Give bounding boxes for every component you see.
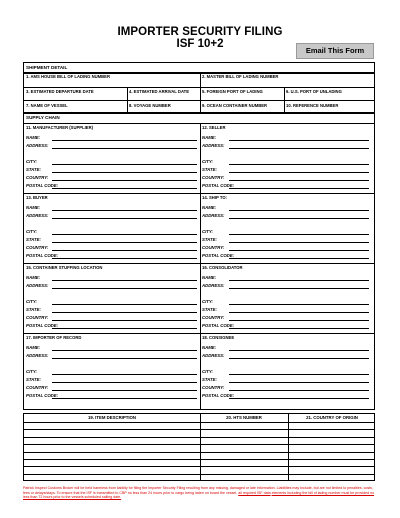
disclaimer-highlight: all required ISF data — [238, 490, 271, 495]
label-name: NAME: — [26, 275, 41, 280]
header-hts-number: 20. HTS NUMBER — [226, 415, 262, 420]
input-consolidator-city[interactable] — [229, 304, 369, 305]
input-consignee-state[interactable] — [229, 382, 369, 383]
input-importer-of-record-name[interactable] — [52, 350, 197, 351]
label-country: COUNTRY: — [202, 175, 225, 180]
party-consolidator: 16. CONSOLIDATOR — [202, 265, 243, 270]
input-consolidator-name[interactable] — [229, 280, 369, 281]
label-postal: POSTAL CODE: — [202, 253, 235, 258]
divider — [24, 263, 374, 264]
input-consignee-address[interactable] — [229, 358, 369, 359]
input-consolidator-state[interactable] — [229, 312, 369, 313]
input-seller-address[interactable] — [229, 148, 369, 149]
input-ship-to-city[interactable] — [229, 234, 369, 235]
input-buyer-name[interactable] — [52, 210, 197, 211]
label-city: CITY: — [202, 229, 213, 234]
party-stuffing-location: 15. CONTAINER STUFFING LOCATION — [26, 265, 103, 270]
divider — [288, 414, 289, 481]
label-name: NAME: — [26, 205, 41, 210]
label-address: ADDRESS: — [202, 353, 225, 358]
input-buyer-address[interactable] — [52, 218, 197, 219]
label-city: CITY: — [202, 369, 213, 374]
section-shipment-detail: SHIPMENT DETAIL — [26, 65, 68, 70]
input-importer-of-record-state[interactable] — [52, 382, 197, 383]
label-name: NAME: — [202, 275, 217, 280]
table-row-line — [24, 466, 374, 467]
input-stuffing-location-postal[interactable] — [52, 328, 197, 329]
input-consignee-name[interactable] — [229, 350, 369, 351]
label-country: COUNTRY: — [202, 315, 225, 320]
input-seller-country[interactable] — [229, 180, 369, 181]
divider — [24, 100, 374, 101]
label-postal: POSTAL CODE: — [202, 323, 235, 328]
party-ship-to: 14. SHIP TO: — [202, 195, 227, 200]
label-postal: POSTAL CODE: — [26, 323, 59, 328]
party-importer-of-record: 17. IMPORTER OF RECORD — [26, 335, 82, 340]
table-row-line — [24, 437, 374, 438]
disclaimer-line-3: elements including the bill of lading number must be provided no less than 72 hours prior to the vessels scheduled sailing date. — [23, 490, 375, 500]
field-us-port-unlading[interactable]: 6. U.S. PORT OF UNLADING — [286, 89, 342, 94]
input-ship-to-postal[interactable] — [229, 258, 369, 259]
isf-form — [23, 62, 375, 410]
divider — [200, 73, 201, 87]
divider — [24, 87, 374, 88]
field-vessel-name[interactable]: 7. NAME OF VESSEL — [26, 103, 68, 108]
divider — [24, 193, 374, 194]
input-importer-of-record-city[interactable] — [52, 374, 197, 375]
input-manufacturer-address[interactable] — [52, 148, 197, 149]
input-importer-of-record-country[interactable] — [52, 390, 197, 391]
divider — [24, 123, 374, 124]
liability-disclaimer — [23, 486, 375, 500]
table-row-line — [24, 444, 374, 445]
label-address: ADDRESS: — [26, 283, 49, 288]
label-state: STATE: — [26, 307, 41, 312]
input-consignee-postal[interactable] — [229, 398, 369, 399]
label-address: ADDRESS: — [202, 143, 225, 148]
input-ship-to-address[interactable] — [229, 218, 369, 219]
table-row-line — [24, 474, 374, 475]
label-state: STATE: — [202, 237, 217, 242]
input-buyer-state[interactable] — [52, 242, 197, 243]
label-name: NAME: — [26, 135, 41, 140]
header-item-description: 19. ITEM DESCRIPTION — [88, 415, 136, 420]
input-ship-to-state[interactable] — [229, 242, 369, 243]
label-address: ADDRESS: — [26, 143, 49, 148]
input-seller-state[interactable] — [229, 172, 369, 173]
label-postal: POSTAL CODE: — [26, 393, 59, 398]
input-manufacturer-postal[interactable] — [52, 188, 197, 189]
input-stuffing-location-state[interactable] — [52, 312, 197, 313]
label-address: ADDRESS: — [26, 213, 49, 218]
input-ship-to-name[interactable] — [229, 210, 369, 211]
label-city: CITY: — [26, 299, 37, 304]
input-buyer-postal[interactable] — [52, 258, 197, 259]
table-row-line — [24, 452, 374, 453]
field-voyage-number[interactable]: 8. VOYAGE NUMBER — [129, 103, 171, 108]
form-title: IMPORTER SECURITY FILING — [117, 26, 283, 38]
input-seller-name[interactable] — [229, 140, 369, 141]
label-country: COUNTRY: — [26, 245, 49, 250]
label-address: ADDRESS: — [202, 283, 225, 288]
divider — [200, 123, 201, 410]
items-table — [23, 413, 375, 481]
party-buyer: 13. BUYER — [26, 195, 48, 200]
input-buyer-country[interactable] — [52, 250, 197, 251]
input-manufacturer-state[interactable] — [52, 172, 197, 173]
input-importer-of-record-postal[interactable] — [52, 398, 197, 399]
label-address: ADDRESS: — [26, 353, 49, 358]
label-name: NAME: — [26, 345, 41, 350]
divider — [200, 414, 201, 481]
input-manufacturer-name[interactable] — [52, 140, 197, 141]
field-est-arrival-date[interactable]: 4. ESTIMATED ARRIVAL DATE — [129, 89, 190, 94]
label-country: COUNTRY: — [202, 245, 225, 250]
label-address: ADDRESS: — [202, 213, 225, 218]
label-name: NAME: — [202, 345, 217, 350]
label-name: NAME: — [202, 135, 217, 140]
field-reference-number[interactable]: 10. REFERENCE NUMBER — [286, 103, 339, 108]
input-buyer-city[interactable] — [52, 234, 197, 235]
label-country: COUNTRY: — [26, 175, 49, 180]
input-seller-postal[interactable] — [229, 188, 369, 189]
divider — [24, 112, 374, 114]
input-stuffing-location-address[interactable] — [52, 288, 197, 289]
input-consolidator-postal[interactable] — [229, 328, 369, 329]
field-master-bol[interactable]: 2. MASTER BILL OF LADING NUMBER — [202, 74, 279, 79]
label-state: STATE: — [202, 167, 217, 172]
label-state: STATE: — [202, 307, 217, 312]
input-manufacturer-city[interactable] — [52, 164, 197, 165]
label-state: STATE: — [26, 377, 41, 382]
disclaimer-line-1: Patrick Inspect Customs Broker will be held harmless from liability for filing the Importer Security Filing resulting from any missing, damaged or late information. Liabilities may include, but are — [23, 486, 325, 490]
email-form-button[interactable]: Email This Form — [296, 43, 374, 59]
section-supply-chain: SUPPLY CHAIN — [26, 115, 60, 120]
input-consignee-city[interactable] — [229, 374, 369, 375]
input-consignee-country[interactable] — [229, 390, 369, 391]
party-seller: 12. SELLER — [202, 125, 226, 130]
field-container-number[interactable]: 9. OCEAN CONTAINER NUMBER — [202, 103, 268, 108]
table-row-line — [24, 459, 374, 460]
header-country-of-origin: 21. COUNTRY OF ORIGIN — [306, 415, 358, 420]
table-row-line — [24, 422, 374, 423]
label-country: COUNTRY: — [26, 385, 49, 390]
label-city: CITY: — [26, 229, 37, 234]
label-postal: POSTAL CODE: — [26, 183, 59, 188]
input-stuffing-location-country[interactable] — [52, 320, 197, 321]
label-country: COUNTRY: — [26, 315, 49, 320]
input-consolidator-country[interactable] — [229, 320, 369, 321]
label-postal: POSTAL CODE: — [26, 253, 59, 258]
input-stuffing-location-city[interactable] — [52, 304, 197, 305]
input-manufacturer-country[interactable] — [52, 180, 197, 181]
input-ship-to-country[interactable] — [229, 250, 369, 251]
table-row-line — [24, 429, 374, 430]
label-state: STATE: — [202, 377, 217, 382]
label-city: CITY: — [202, 299, 213, 304]
disclaimer-line-2: not limited to penalties, costs, fees or delays/stays. To ensure that the ISF is transmitted to CBP no less than 24 hours prior to cargo being laden on board the vessel, — [23, 486, 373, 495]
divider — [24, 333, 374, 334]
label-state: STATE: — [26, 237, 41, 242]
field-ams-house-bol[interactable]: 1. AMS HOUSE BILL OF LADING NUMBER — [26, 74, 110, 79]
party-consignee: 18. CONSIGNEE — [202, 335, 235, 340]
input-importer-of-record-address[interactable] — [52, 358, 197, 359]
input-seller-city[interactable] — [229, 164, 369, 165]
field-foreign-port-lading[interactable]: 5. FOREIGN PORT OF LADING — [202, 89, 263, 94]
field-est-departure-date[interactable]: 3. ESTIMATED DEPARTURE DATE — [26, 89, 94, 94]
form-subtitle: ISF 10+2 — [176, 38, 224, 50]
label-city: CITY: — [202, 159, 213, 164]
label-name: NAME: — [202, 205, 217, 210]
party-manufacturer: 11. MANUFACTURER (SUPPLIER) — [26, 125, 94, 130]
label-state: STATE: — [26, 167, 41, 172]
input-consolidator-address[interactable] — [229, 288, 369, 289]
input-stuffing-location-name[interactable] — [52, 280, 197, 281]
label-city: CITY: — [26, 369, 37, 374]
label-country: COUNTRY: — [202, 385, 225, 390]
label-postal: POSTAL CODE: — [202, 183, 235, 188]
label-postal: POSTAL CODE: — [202, 393, 235, 398]
label-city: CITY: — [26, 159, 37, 164]
